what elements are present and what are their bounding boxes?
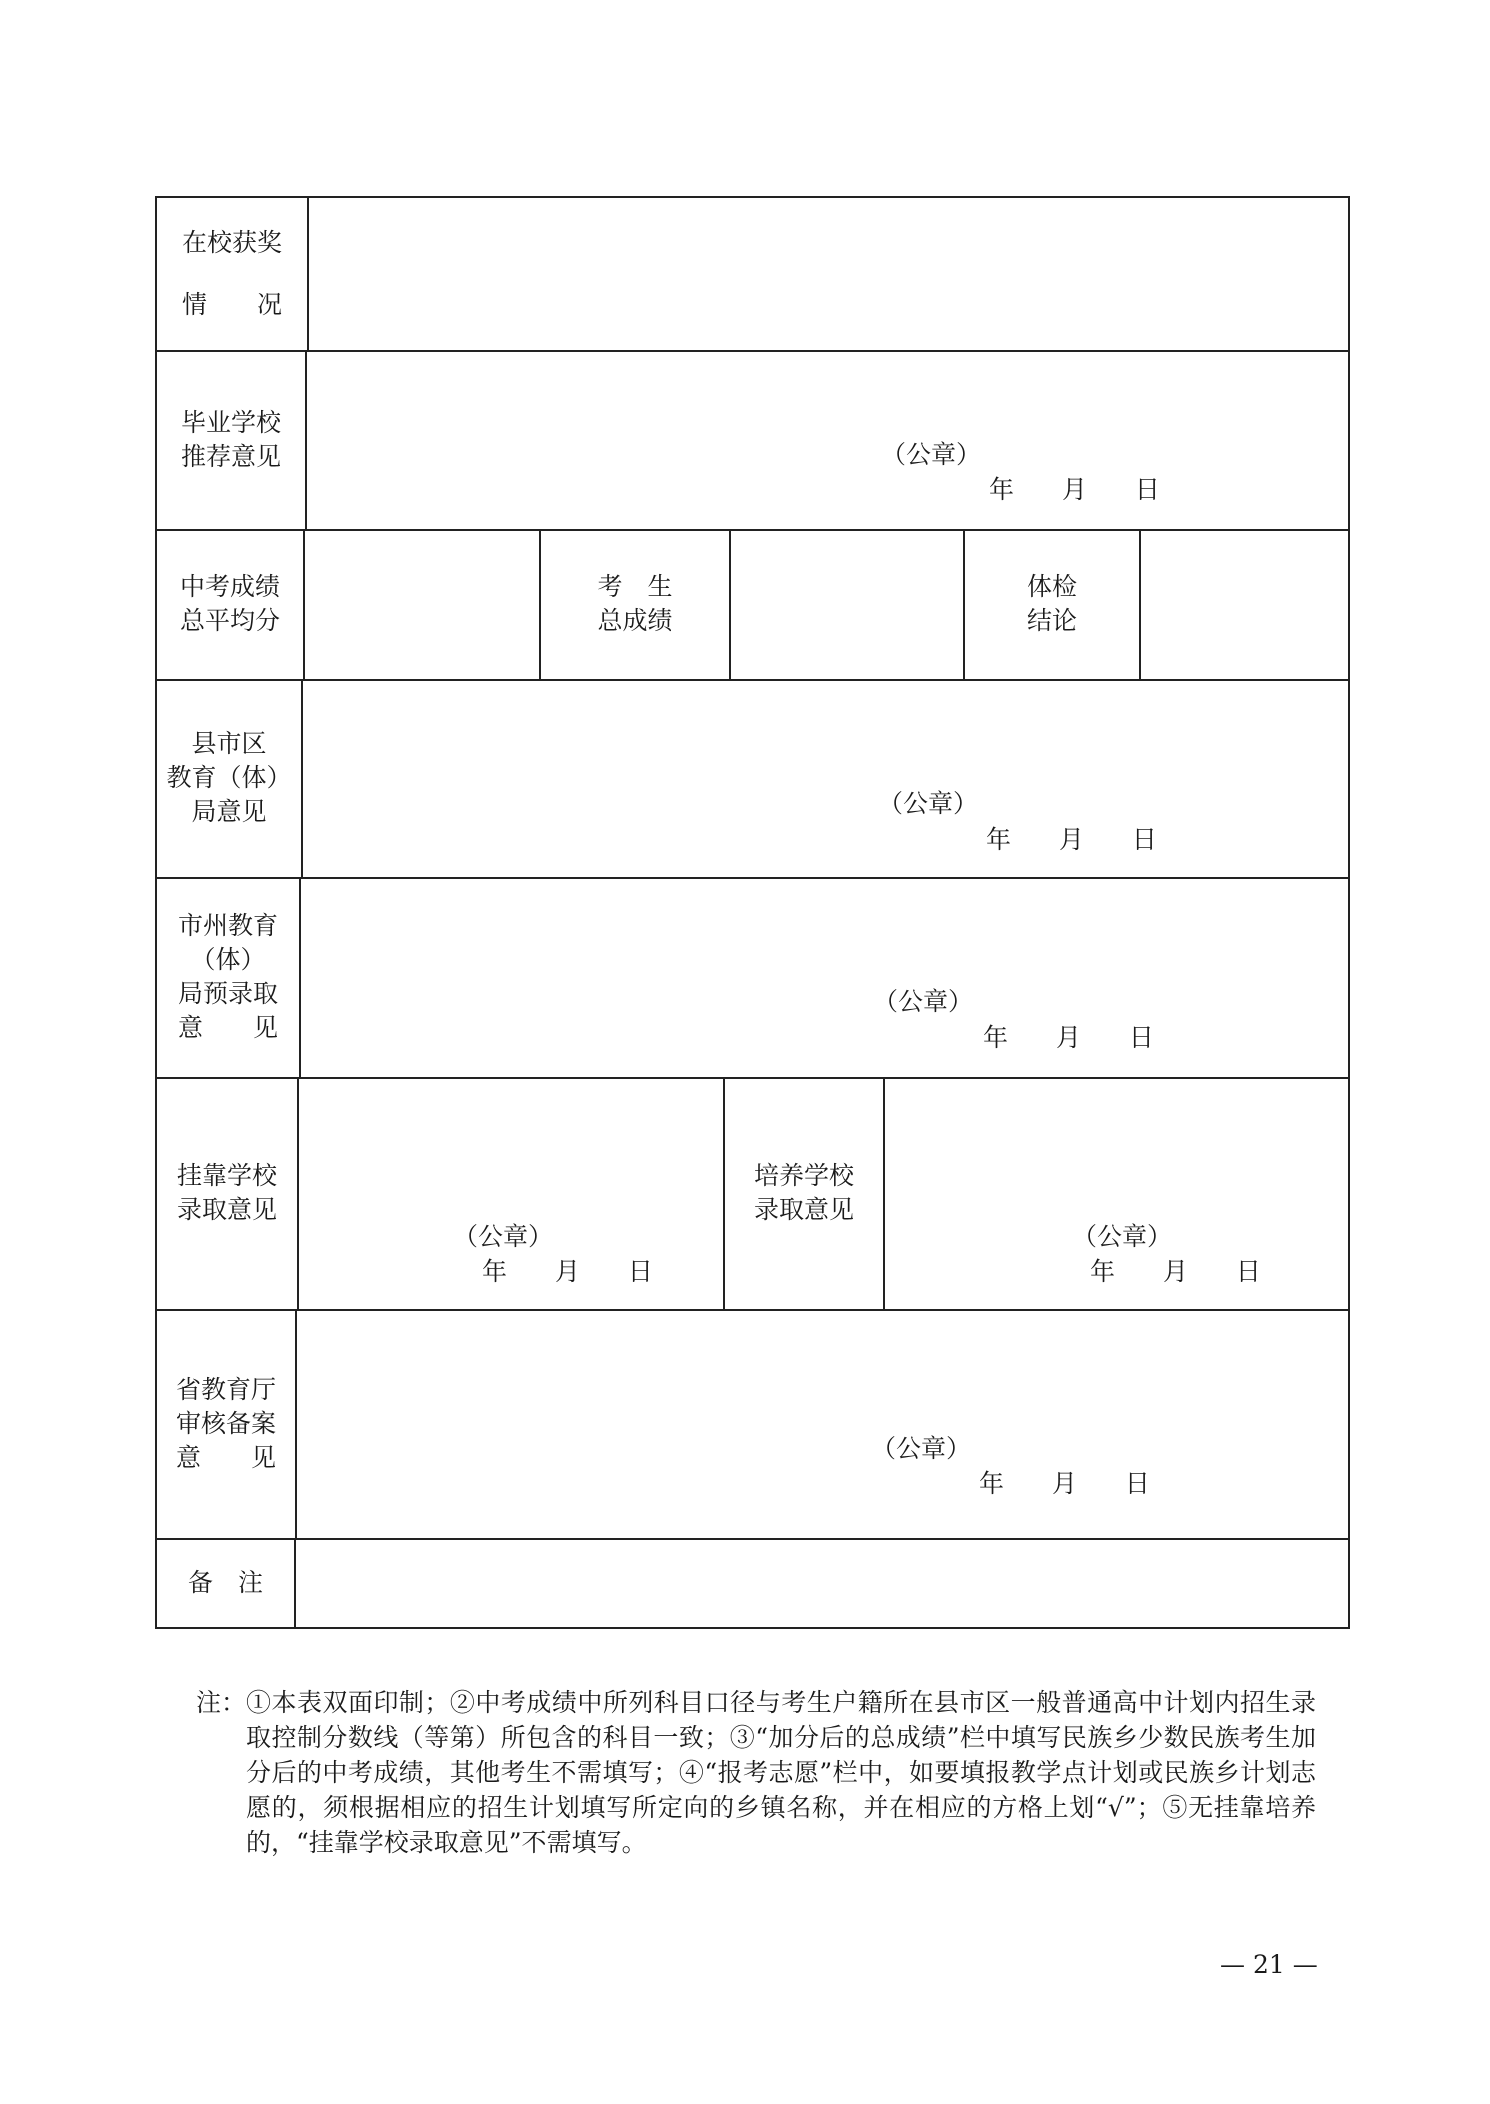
health-check-field[interactable] xyxy=(1141,531,1348,679)
notes-prefix: 注： xyxy=(196,1688,247,1717)
score-average-field[interactable] xyxy=(305,531,539,679)
city-bureau-date: 年 月 日 xyxy=(983,1023,1154,1052)
school-recommend-label: 毕业学校 推荐意见 xyxy=(180,407,281,471)
total-score-label: 考 生 总成绩 xyxy=(597,572,673,635)
city-bureau-field[interactable] xyxy=(301,879,1348,1077)
county-bureau-seal: （公章） xyxy=(878,789,979,818)
remarks-field[interactable] xyxy=(296,1540,1348,1627)
notes-text: ①本表双面印制；②中考成绩中所列科目口径与考生户籍所在县市区一般普通高中计划内招生录取控制分数线（等第）所包含的科目一致；③“加分后的总成绩”栏中填写民族乡少数民族考生加分后的中考成绩，其他考生不需填写；④“报考志愿”栏中，如要填报教学点计划或民族乡计划志愿的，须根据相应的招生计划填写所定向的乡镇名称，并在相应的方格上划“√”；⑤无挂靠培养的，“挂靠学校录取意见”不需填写。 xyxy=(246,1688,1316,1857)
county-bureau-field[interactable] xyxy=(303,681,1348,877)
training-school-seal: （公章） xyxy=(1072,1222,1173,1251)
form-notes xyxy=(196,1685,1316,1860)
provincial-field[interactable] xyxy=(297,1311,1348,1538)
affiliated-school-seal: （公章） xyxy=(453,1222,554,1251)
school-recommend-seal: （公章） xyxy=(881,440,982,469)
city-bureau-label: 市州教育 （体） 局预录取 意 见 xyxy=(177,911,278,1042)
affiliated-school-label: 挂靠学校 录取意见 xyxy=(176,1161,277,1224)
affiliated-school-date: 年 月 日 xyxy=(482,1257,653,1286)
city-bureau-seal: （公章） xyxy=(873,987,974,1016)
health-check-label: 体检 结论 xyxy=(1026,572,1077,635)
application-form-table xyxy=(155,196,1350,1629)
training-school-label: 培养学校 录取意见 xyxy=(753,1161,854,1224)
total-score-field[interactable] xyxy=(731,531,963,679)
provincial-date: 年 月 日 xyxy=(979,1469,1150,1498)
provincial-seal: （公章） xyxy=(871,1434,972,1463)
county-bureau-date: 年 月 日 xyxy=(986,825,1157,854)
page-number: — 21 — xyxy=(1220,1950,1318,1979)
score-average-label: 中考成绩 总平均分 xyxy=(179,572,280,635)
awards-field[interactable] xyxy=(309,198,1348,350)
school-recommend-date: 年 月 日 xyxy=(989,475,1160,504)
county-bureau-label: 县市区 教育（体） 局意见 xyxy=(166,729,292,826)
remarks-label: 备 注 xyxy=(187,1567,263,1597)
school-recommend-field[interactable] xyxy=(307,352,1348,529)
provincial-label: 省教育厅 审核备案 意 见 xyxy=(175,1374,276,1472)
awards-label: 在校获奖 情 况 xyxy=(181,228,282,319)
training-school-date: 年 月 日 xyxy=(1090,1257,1261,1286)
